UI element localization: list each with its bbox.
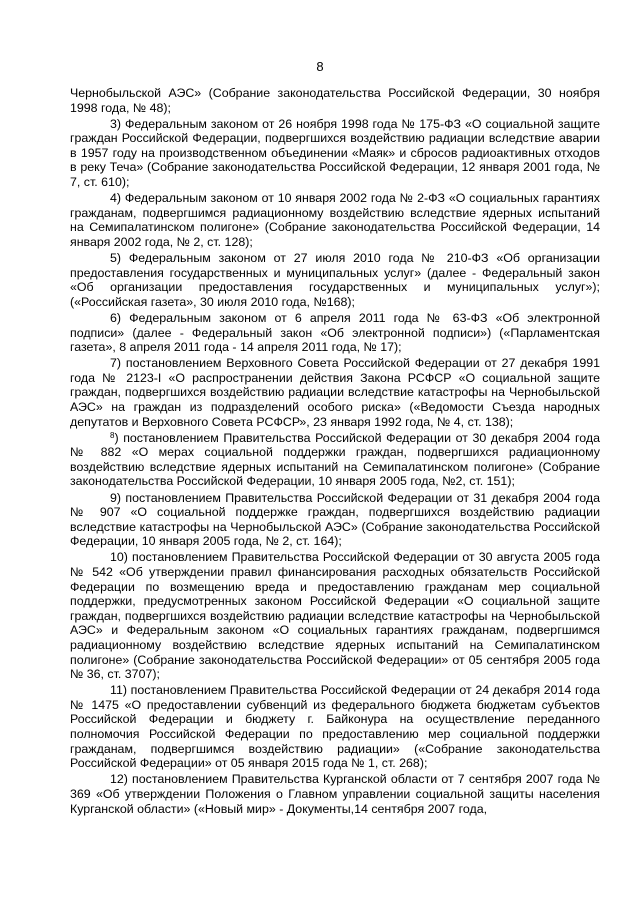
paragraph-item-9: 9) постановлением Правительства Российской Федерации от 31 декабря 2004 года № 907 «О социальной поддержке граждан, подвергшихся воздействию радиации вследствие катастрофы на Чернобыльской АЭС» (Собрание законодательства Российской Федерации, 10 января 2005 года, № 2, ст. 164); — [70, 490, 600, 549]
paragraph-item-11: 11) постановлением Правительства Российской Федерации от 24 декабря 2014 года № 1475 «О предоставлении субвенций из федерального бюджета бюджетам субъектов Российской Федерации и бюджету г. Байконура на осуществление переданного полномочия Российской Федерации по предоставлению мер социальной поддержки гражданам, подвергшимся воздействию радиации» («Собрание законодательства Российской Федерации» от 05 января 2015 года № 1, ст. 268); — [70, 683, 600, 771]
paragraph-continuation: Чернобыльской АЭС» (Собрание законодательства Российской Федерации, 30 ноября 1998 года, № 48); — [70, 86, 600, 115]
page-number: 8 — [316, 59, 324, 74]
paragraph-item-8-text: ) постановлением Правительства Российской Федерации от 30 декабря 2004 года № 882 «О мерах социальной поддержки граждан, подвергшихся радиационному воздействию вследствие ядерных испытаний на Семипалатинском полигоне» (Собрание законодательства Российской Федерации, 10 января 2005 года, №2, ст. 151); — [70, 430, 600, 489]
paragraph-item-4: 4) Федеральным законом от 10 января 2002 года № 2-ФЗ «О социальных гарантиях гражданам, подвергшимся радиационному воздействию вследствие ядерных испытаний на Семипалатинском полигоне» (Собрание законодательства Российской Федерации, 14 января 2002 года, № 2, ст. 128); — [70, 191, 600, 249]
paragraph-item-7: 7) постановлением Верховного Совета Российской Федерации от 27 декабря 1991 года № 2123-I «О распространении действия Закона РСФСР «О социальной защите граждан, подвергшихся воздействию радиации вследствие катастрофы на Чернобыльской АЭС» на граждан из подразделений особого риска» («Ведомости Съезда народных депутатов и Верховного Совета РСФСР», 23 января 1992 года, № 4, ст. 138); — [70, 356, 600, 429]
paragraph-item-12: 12) постановлением Правительства Курганской области от 7 сентября 2007 года № 369 «Об утверждении Положения о Главном управлении социальной защиты населения Курганской области» («Новый мир» - Документы,14 сентября 2007 года, — [70, 772, 600, 816]
paragraph-item-3: 3) Федеральным законом от 26 ноября 1998 года № 175-ФЗ «О социальной защите граждан Российской Федерации, подвергшихся воздействию радиации вследствие аварии в 1957 году на производственном объединении «Маяк» и сбросов радиоактивных отходов в реку Теча» (Собрание законодательства Российской Федерации, 12 января 2001 года, № 7, ст. 610); — [70, 116, 600, 190]
paragraph-item-8 — [70, 431, 600, 489]
paragraph-item-6: 6) Федеральным законом от 6 апреля 2011 года № 63-ФЗ «Об электронной подписи» (далее - Федеральный закон «Об электронной подписи») («Парламентская газета», 8 апреля 2011 года - 14 апреля 2011 года, № 17); — [70, 310, 600, 355]
paragraph-item-5: 5) Федеральным законом от 27 июля 2010 года № 210-ФЗ «Об организации предоставления государственных и муниципальных услуг» (далее - Федеральный закон «Об организации предоставления государственных и муниципальных услуг»); («Российская газета», 30 июля 2010 года, №168); — [70, 251, 600, 309]
document-body — [70, 86, 600, 818]
paragraph-item-10: 10) постановлением Правительства Российской Федерации от 30 августа 2005 года № 542 «Об утверждении правил финансирования расходных обязательств Российской Федерации по возмещению вреда и предоставлению гражданам мер социальной поддержки, предусмотренных законом Российской Федерации «О социальной защите граждан, подвергшихся воздействию радиации вследствие катастрофы на Чернобыльской АЭС» и Федеральным законом «О социальных гарантиях гражданам, подвергшимся радиационному воздействию вследствие ядерных испытаний на Семипалатинском полигоне» (Собрание законодательства Российской Федерации» от 05 сентября 2005 года № 36, ст. 3707); — [70, 550, 600, 682]
item-number-superscript: 8 — [110, 430, 115, 440]
